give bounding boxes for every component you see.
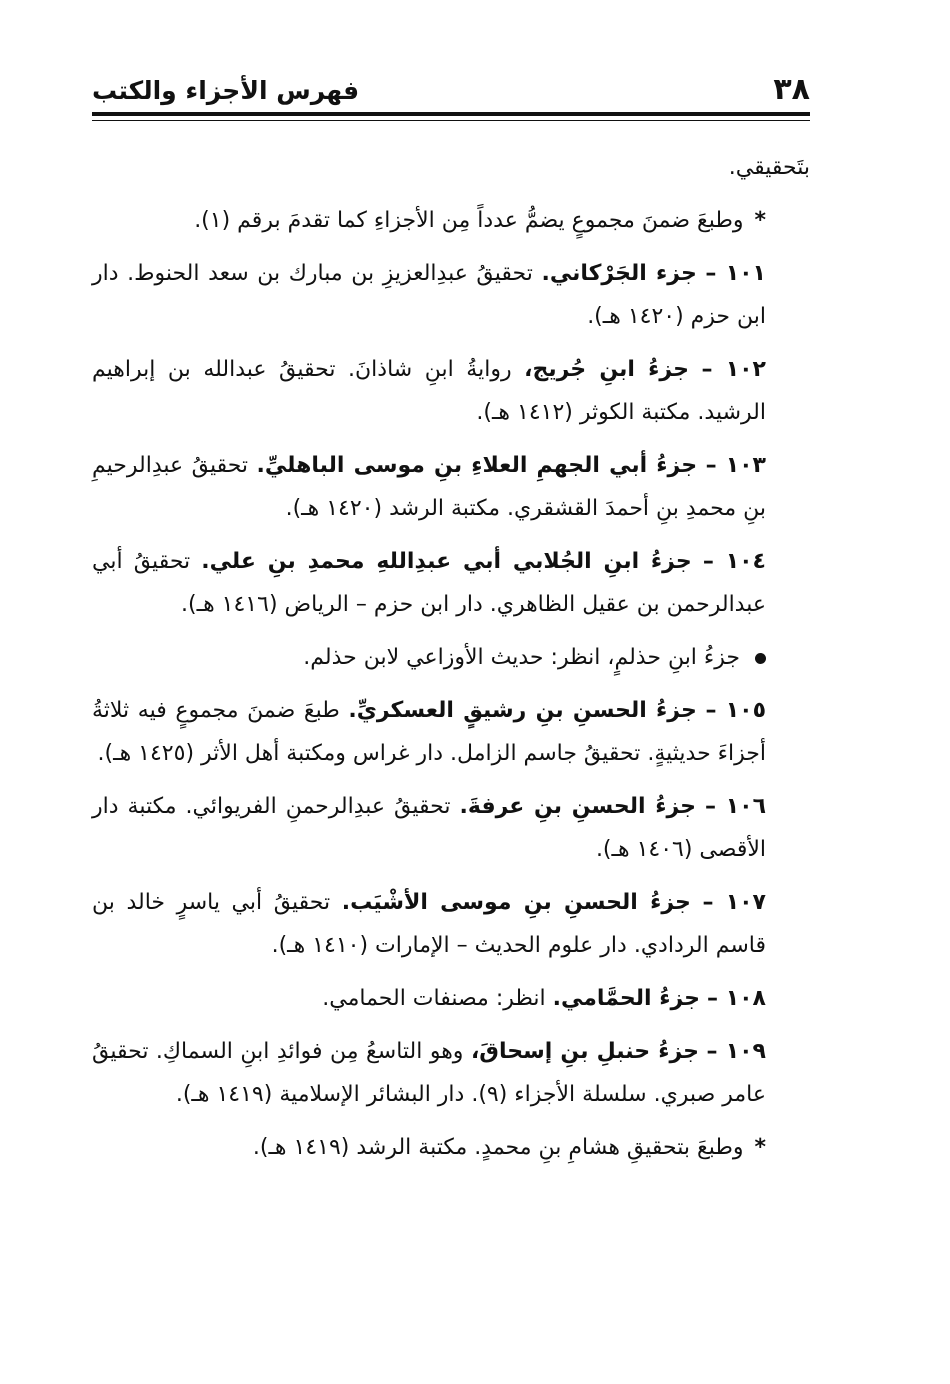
entry-text: تحقيقُ أبي عبدالرحمن بن عقيل الظاهري. دار ابن حزم – الرياض (١٤١٦ هـ).: [92, 549, 766, 617]
entry-title: جزءُ الحمَّامي.: [552, 986, 701, 1011]
entry-number: ١٠٥ –: [705, 698, 767, 723]
page-number: ٣٨: [773, 72, 810, 107]
entry-text: تحقيقُ عبدِالرحمنِ الفريوائي. مكتبة دار الأقصى (١٤٠٦ هـ).: [92, 794, 766, 862]
entry-number: ١٠٩ –: [706, 1039, 766, 1064]
entry-106: [92, 785, 810, 871]
entry-title: جزءُ أبي الجهمِ العلاءِ بنِ موسى الباهليِّ.: [256, 453, 698, 478]
entry-text: تحقيقُ عبدِالعزيزِ بن مبارك بن سعد الحنوط. دار ابن حزم (١٤٢٠ هـ).: [92, 261, 766, 329]
bullet-icon: [755, 653, 766, 664]
entry-title: جزءُ الحسنِ بنِ موسى الأشْيَب.: [341, 890, 691, 915]
entry-number: ١٠١ –: [705, 261, 766, 286]
entry-text: طبعَ ضمنَ مجموعٍ فيه ثلاثةُ أجزاءَ حديثيةٍ. تحقيقُ جاسم الزامل. دار غراس ومكتبة أهل الأثر (١٤٢٥ هـ).: [92, 698, 766, 766]
entry-title: جزءُ الحسنِ بنِ عرفةَ.: [459, 794, 697, 819]
asterisk-mark: *: [754, 208, 766, 233]
note-text: وطبعَ بتحقيقِ هشامِ بنِ محمدٍ. مكتبة الرشد (١٤١٩ هـ).: [252, 1135, 744, 1160]
entry-104: [92, 540, 810, 626]
entry-title: جزءُ الحسنِ بنِ رشيقٍ العسكريِّ.: [348, 698, 697, 723]
continuation-line: [92, 146, 810, 189]
entry-number: ١٠٣ –: [705, 453, 766, 478]
entry-number: ١٠٧ –: [702, 890, 766, 915]
entry-text: تحقيقُ عبدِالرحيمِ بنِ محمدِ بنِ أحمدَ القشقري. مكتبة الرشد (١٤٢٠ هـ).: [92, 453, 766, 521]
note-entry: [92, 199, 810, 242]
note-entry: [92, 1126, 810, 1169]
entry-title: جزءُ حنبلِ بنِ إسحاقَ،: [470, 1039, 700, 1064]
running-title: فهرس الأجزاء والكتب: [92, 76, 360, 105]
entry-text: انظر: مصنفات الحمامي.: [322, 986, 546, 1011]
continuation-text: بتَحقيقي.: [728, 155, 810, 180]
entry-108: [92, 977, 810, 1020]
entry-title: جزءُ ابنِ جُريج،: [524, 357, 689, 382]
entry-title: جزء الجَرْكاني.: [541, 261, 697, 286]
entry-102: [92, 348, 810, 434]
entry-text: وهو التاسعُ مِن فوائدِ ابنِ السماكِ. تحقيقُ عامر صبري. سلسلة الأجزاء (٩). دار البشائر الإسلامية (١٤١٩ هـ).: [92, 1039, 766, 1107]
page-content: [92, 146, 810, 1179]
entry-105: [92, 689, 810, 775]
header-rule-thick: [92, 112, 810, 116]
entry-number: ١٠٨ –: [707, 986, 766, 1011]
header-rule-thin: [92, 120, 810, 121]
entry-number: ١٠٦ –: [705, 794, 767, 819]
page-header: [92, 70, 810, 112]
entry-text: روايةُ ابنِ شاذانَ. تحقيقُ عبدالله بن إبراهيم الرشيد. مكتبة الكوثر (١٤١٢ هـ).: [92, 357, 766, 425]
entry-109: [92, 1030, 810, 1116]
entry-107: [92, 881, 810, 967]
bullet-text: جزءُ ابنِ حذلمٍ، انظر: حديث الأوزاعي لابن حذلم.: [303, 645, 740, 670]
entry-text: تحقيقُ أبي ياسرٍ خالد بن قاسم الردادي. دار علوم الحديث – الإمارات (١٤١٠ هـ).: [92, 890, 766, 958]
asterisk-mark: *: [754, 1135, 766, 1160]
entry-103: [92, 444, 810, 530]
entry-101: [92, 252, 810, 338]
entry-number: ١٠٢ –: [701, 357, 766, 382]
bullet-entry: [92, 636, 810, 679]
entry-title: جزءُ ابنِ الجُلابي أبي عبدِاللهِ محمدِ بنِ علي.: [201, 549, 692, 574]
note-text: وطبعَ ضمنَ مجموعٍ يضمُّ عدداً مِن الأجزاءِ كما تقدمَ برقم (١).: [194, 208, 744, 233]
entry-number: ١٠٤ –: [702, 549, 766, 574]
